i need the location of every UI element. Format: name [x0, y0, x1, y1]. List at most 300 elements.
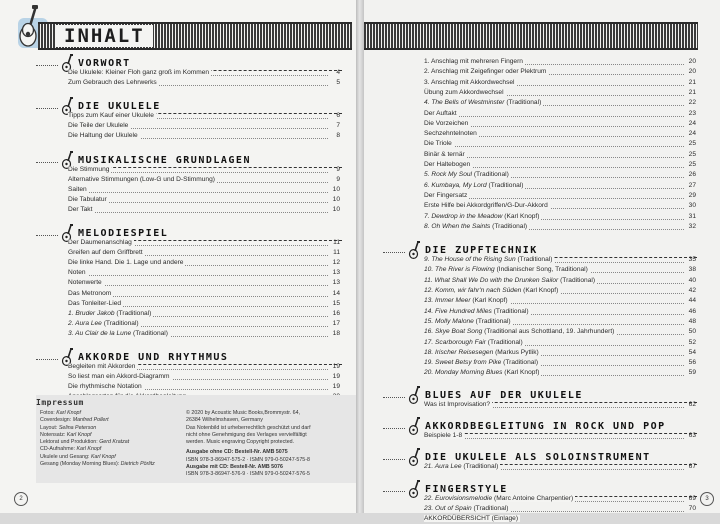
entry-text [68, 206, 94, 213]
entry-text [424, 120, 470, 127]
entry-title-text: 3. Au Clair de la Lune [68, 329, 132, 337]
entry-title [424, 201, 552, 211]
entry-page-number: 20 [688, 68, 696, 76]
entry-title [68, 131, 142, 141]
entry-text [424, 318, 513, 325]
entry-text [424, 110, 459, 117]
entry-page-number: 67 [688, 463, 696, 471]
entry-title [68, 329, 172, 339]
entry-title [68, 299, 125, 309]
entry-title-text: 1. Bruder Jakob [68, 309, 115, 317]
toc-entry[interactable] [68, 278, 340, 288]
toc-entry[interactable] [68, 319, 340, 329]
entry-title-text: 7. Dewdrop in the Meadow [424, 212, 503, 220]
toc-entry[interactable] [424, 109, 696, 119]
entry-title [424, 276, 599, 286]
entry-title-text: Saiten [68, 185, 87, 193]
entry-text [424, 515, 520, 522]
entry-credit: (Traditional) [504, 99, 542, 107]
entry-title [424, 317, 515, 327]
impressum-credit-line [40, 425, 180, 432]
impressum-copyright-line: Ausgabe ohne CD: Bestell-Nr. AMB 5075 [186, 449, 288, 456]
entry-title-text: 4. The Bells of Westminster [424, 99, 505, 107]
entry-page-number: 30 [688, 202, 696, 210]
ukulele-icon [407, 480, 423, 498]
entry-text [68, 373, 172, 380]
entry-page-number: 9 [336, 165, 340, 173]
heading-dots [383, 428, 405, 429]
heading-dots [36, 359, 58, 360]
entry-title [68, 205, 96, 215]
entry-text [424, 99, 543, 106]
entry-title [424, 212, 543, 222]
toc-entry[interactable] [424, 368, 696, 378]
entry-page-number: 35 [688, 256, 696, 264]
section-title: BLUES AUF DER UKULELE [425, 389, 583, 401]
toc-entry[interactable] [424, 327, 696, 337]
entry-title-text: AKKORDÜBERSICHT (Einlage) [424, 515, 519, 523]
leader-dots [424, 146, 684, 147]
entry-page-number: 48 [688, 317, 696, 325]
heading-dots [36, 235, 58, 236]
entry-page-number: 27 [688, 181, 696, 189]
credit-label: Ukulele und Gesang: [40, 453, 91, 460]
toc-entry[interactable] [68, 121, 340, 131]
entry-credit: (Karl Knopf) [502, 212, 540, 220]
entry-title [424, 88, 508, 98]
section-title: FINGERSTYLE [425, 483, 508, 495]
entry-title-text: Greifen auf dem Griffbrett [68, 249, 143, 257]
entry-text [424, 401, 492, 408]
entry-title [68, 165, 113, 175]
toc-entry[interactable] [68, 185, 340, 195]
impressum-copyright-line: ISBN 978-3-86947-576-9 · ISMN 979-0-50247-576-5 [186, 471, 310, 478]
entry-title-text: 15. Molly Malone [424, 317, 474, 325]
entry-title-text: 16. Skye Boat Song [424, 328, 483, 336]
entry-title-text: Die Tabulatur [68, 195, 107, 203]
toc-entry[interactable] [424, 296, 696, 306]
impressum-credit-line [40, 446, 180, 453]
toc-entry[interactable] [68, 362, 340, 372]
entry-credit: (Traditional) [501, 359, 539, 367]
toc-entry[interactable] [424, 129, 696, 139]
entry-credit: (Traditional) [491, 307, 529, 315]
toc-entry[interactable] [68, 382, 340, 392]
entry-page-number: 31 [688, 212, 696, 220]
title-banner [38, 22, 352, 50]
entry-page-number: 6 [336, 112, 340, 120]
toc-entry[interactable] [424, 265, 696, 275]
toc-entry[interactable] [424, 462, 696, 472]
entry-title [424, 307, 533, 317]
page-title: INHALT [56, 25, 153, 47]
leader-dots [68, 212, 328, 213]
entry-text [424, 161, 472, 168]
entry-page-number: 10 [332, 205, 340, 213]
entry-title [68, 382, 146, 392]
entry-text [424, 308, 531, 315]
toc-entry[interactable] [68, 131, 340, 141]
page-number-left: 2 [14, 492, 28, 506]
section-title: MELODIESPIEL [78, 228, 169, 239]
toc-entry[interactable] [68, 258, 340, 268]
toc-entry[interactable] [68, 299, 340, 309]
entry-page-number: 25 [688, 140, 696, 148]
entry-page-number: 16 [332, 309, 340, 317]
entry-title [424, 348, 543, 358]
entry-page-number: 54 [688, 348, 696, 356]
entry-text [68, 122, 130, 129]
impressum-copyright-line: 26384 Wilhelmshaven, Germany [186, 417, 263, 424]
entry-text [68, 166, 111, 173]
toc-entry[interactable] [424, 160, 696, 170]
toc-entry[interactable] [424, 98, 696, 108]
impressum-copyright-line: © 2020 by Acoustic Music Books,Brommystr. 64, [186, 410, 301, 416]
entry-text [424, 182, 525, 189]
toc-entry[interactable] [424, 57, 696, 67]
entry-title-text: 3. Anschlag mit Akkordwechsel [424, 78, 515, 86]
entry-title [424, 67, 550, 77]
entry-title-text: Alternative Stimmungen (Low-G und D-Stimmung) [68, 175, 215, 183]
entry-page-number: 38 [688, 266, 696, 274]
entry-title-text: Erste Hilfe bei Akkordgriffen/G-Dur-Akkord [424, 202, 548, 210]
entry-title-text: 9. The House of the Rising Sun [424, 256, 516, 264]
toc-entry[interactable] [424, 400, 696, 410]
entry-title [68, 121, 132, 131]
entry-page-number: 46 [688, 307, 696, 315]
section-title: DIE UKULELE [78, 101, 161, 113]
entry-text [424, 140, 454, 147]
credit-label: Gesang (Monday Morning Blues): [40, 461, 121, 468]
entry-title [68, 319, 143, 329]
entry-page-number: 52 [688, 338, 696, 346]
entry-credit: (Traditional) [101, 319, 139, 327]
heading-dots [383, 252, 405, 253]
entry-text [424, 171, 511, 178]
entry-page-number: 10 [332, 195, 340, 203]
toc-entry[interactable] [424, 504, 696, 514]
page-number-right: 3 [700, 492, 714, 506]
entry-title [424, 286, 562, 296]
entry-credit: (Markus Pytlik) [493, 348, 539, 356]
entry-title [68, 185, 91, 195]
entry-credit: (Traditional) [486, 181, 524, 189]
entry-title [424, 119, 472, 129]
toc-entry[interactable] [68, 68, 340, 78]
entry-title-text: Noten [68, 269, 86, 277]
entry-text [424, 213, 541, 220]
entry-credit: (Karl Knopf) [521, 287, 559, 294]
impressum-copyright-line: Ausgabe mit CD: Bestell-Nr. AMB 5076 [186, 464, 283, 471]
entry-credit: (Traditional) [471, 504, 509, 512]
entry-text [424, 266, 590, 273]
entry-title-text: 11. What Shall We Do with the Drunken Sailor [424, 276, 559, 284]
entry-title-text: 14. Five Hundred Miles [424, 307, 492, 315]
entry-page-number: 25 [688, 161, 696, 168]
entry-title [68, 195, 111, 205]
entry-title [424, 255, 556, 265]
toc-entry[interactable] [424, 67, 696, 77]
toc-entry[interactable] [424, 150, 696, 160]
entry-page-number: 21 [688, 78, 696, 86]
ukulele-icon [407, 241, 423, 259]
ukulele-icon [407, 448, 423, 466]
section-title: DIE UKULELE ALS SOLOINSTRUMENT [425, 452, 651, 464]
entry-title-text: Tipps zum Kauf einer Ukulele [68, 112, 154, 120]
toc-entry[interactable] [424, 212, 696, 222]
entry-text [424, 297, 510, 304]
entry-title [424, 191, 471, 201]
entry-page-number: 13 [332, 279, 340, 287]
entry-text [424, 328, 616, 335]
entry-page-number: 17 [332, 319, 340, 327]
toc-entry[interactable] [68, 372, 340, 382]
entry-title-text: 21. Aura Lee [424, 463, 462, 471]
entry-title [68, 78, 161, 88]
toc-entry[interactable] [424, 139, 696, 149]
impressum-copyright-line: werden. Music engraving Copyright protected. [186, 439, 295, 446]
entry-title-text: Der Haltebogen [424, 161, 471, 168]
entry-title [424, 431, 466, 441]
entry-text [68, 79, 159, 86]
entry-title-text: Der Auftakt [424, 109, 457, 117]
entry-title [424, 98, 545, 108]
toc-entry[interactable] [424, 358, 696, 368]
entry-title-text: Der Takt [68, 205, 93, 213]
toc-entry[interactable] [424, 317, 696, 327]
entry-title-text: Die linke Hand. Die 1. Lage und andere [68, 259, 184, 267]
toc-entry[interactable] [424, 338, 696, 348]
credit-label: CD-Aufnahme: [40, 446, 77, 453]
entry-title-text: Notenwerte [68, 279, 102, 287]
heading-dots [383, 459, 405, 460]
credit-name: Dietrich Pörlitz [120, 461, 155, 468]
entry-title-text: Das Metronom [68, 289, 112, 297]
entry-title-text: Beispiele 1-8 [424, 432, 463, 439]
entry-text [424, 151, 467, 158]
entry-text [68, 239, 134, 246]
section-title: DIE ZUPFTECHNIK [425, 245, 538, 257]
toc-entry[interactable] [68, 205, 340, 215]
credit-label: Coverdesign: [40, 417, 73, 424]
toc-entry[interactable] [68, 238, 340, 248]
entry-title-text: 12. Komm, wir fahr'n nach Süden [424, 287, 522, 294]
entry-page-number: 23 [688, 109, 696, 117]
entry-page-number: 70 [688, 504, 696, 512]
credit-name: Gerd Kratzat [99, 439, 130, 446]
impressum-credits [40, 410, 180, 468]
leader-dots [68, 192, 328, 193]
entry-text [68, 363, 137, 370]
entry-text [68, 330, 170, 337]
toc-entry[interactable] [424, 514, 696, 524]
entry-title [424, 368, 543, 378]
entry-text [424, 495, 575, 502]
entry-title-text: 5. Rock My Soul [424, 171, 473, 179]
entry-page-number: 14 [332, 289, 340, 297]
toc-entry[interactable] [424, 78, 696, 88]
toc-entry[interactable] [68, 248, 340, 258]
toc-entry[interactable] [68, 289, 340, 299]
impressum-credit-line [40, 439, 180, 446]
entry-text [68, 196, 109, 203]
entry-title [424, 57, 527, 67]
entry-text [424, 202, 550, 209]
entry-title-text: Begleiten mit Akkorden [68, 363, 136, 370]
impressum-copyright-line: nicht ohne Genehmigung des Verlages vervielfältigt [186, 431, 307, 438]
toc-entry[interactable] [424, 119, 696, 129]
toc-entry[interactable] [424, 191, 696, 201]
entry-credit: (Traditional) [558, 276, 596, 284]
entry-text [424, 505, 510, 512]
entry-title [68, 258, 187, 268]
entry-title-text: 23. Out of Spain [424, 504, 472, 512]
entry-text [424, 359, 540, 366]
toc-entry[interactable] [68, 78, 340, 88]
entry-title-text: 19. Sweet Betsy from Pike [424, 359, 502, 367]
entry-title-text: 18. Irischer Reisesegen [424, 348, 494, 356]
entry-title [68, 278, 106, 288]
heading-dots [36, 162, 58, 163]
entry-credit: (Traditional) [461, 463, 499, 471]
entry-text [68, 320, 141, 327]
toc-entry[interactable] [68, 268, 340, 278]
credit-label: Notensatz: [40, 431, 67, 438]
toc-entry[interactable] [424, 286, 696, 296]
book-gutter [356, 0, 364, 513]
toc-entry[interactable] [68, 175, 340, 185]
section-title: VORWORT [78, 58, 131, 69]
toc-entry[interactable] [424, 431, 696, 441]
toc-entry[interactable] [424, 307, 696, 317]
toc-entry[interactable] [424, 170, 696, 180]
entry-page-number: 21 [688, 88, 696, 96]
toc-entry[interactable] [68, 195, 340, 205]
entry-page-number: 12 [332, 259, 340, 267]
entry-title-text: 20. Monday Morning Blues [424, 369, 503, 377]
entry-page-number: 42 [688, 287, 696, 294]
entry-text [68, 290, 113, 297]
entry-title-text: Binär & ternär [424, 150, 465, 158]
entry-title [68, 362, 139, 372]
credit-label: Lektorat und Produktion: [40, 439, 100, 446]
entry-text [424, 79, 517, 86]
entry-title [424, 494, 577, 504]
toc-entry[interactable] [424, 348, 696, 358]
entry-title [68, 289, 115, 299]
toc-entry[interactable] [424, 255, 696, 265]
entry-text [424, 130, 479, 137]
entry-title-text: Die Ukulele: Kleiner Floh ganz groß im Kommen [68, 69, 210, 76]
impressum-copyright-line: ISBN 978-3-86947-575-2 · ISMN 979-0-50247-575-8 [186, 456, 310, 463]
entry-credit: (Karl Knopf) [502, 369, 540, 377]
leader-dots [68, 285, 328, 286]
entry-title-text: 6. Kumbaya, My Lord [424, 181, 487, 189]
entry-title [68, 309, 155, 319]
toc-entry[interactable] [424, 201, 696, 211]
entry-text [68, 112, 156, 119]
entry-page-number: 18 [332, 329, 340, 337]
entry-title-text: 22. Eurovisionsmelodie [424, 494, 493, 502]
entry-page-number: 25 [688, 150, 696, 158]
entry-page-number: 56 [688, 359, 696, 367]
heading-dots [383, 491, 405, 492]
entry-text [424, 256, 554, 263]
entry-title-text: Sechzehntelnoten [424, 130, 477, 138]
entry-credit: (Karl Knopf) [470, 297, 508, 305]
entry-page-number: 4 [336, 69, 340, 76]
entry-credit: (Traditional) [515, 256, 553, 264]
entry-page-number: 29 [688, 191, 696, 199]
entry-title-text: Der Fingersatz [424, 191, 468, 199]
credit-name: Manfred Pollert [72, 417, 109, 424]
entry-title [424, 78, 519, 88]
entry-title [424, 109, 461, 119]
leader-dots [424, 116, 684, 117]
entry-text [424, 369, 541, 376]
entry-page-number: 15 [332, 299, 340, 307]
entry-page-number: 11 [333, 239, 340, 246]
credit-label: Fotos: [40, 410, 57, 416]
entry-title-text: Die Haltung der Ukulele [68, 132, 138, 140]
leader-dots [68, 275, 328, 276]
toc-entry[interactable] [424, 88, 696, 98]
entry-page-number: 10 [332, 185, 340, 193]
entry-text [68, 176, 217, 183]
entry-page-number: 8 [336, 132, 340, 140]
toc-entry[interactable] [424, 276, 696, 286]
entry-title-text: Zum Gebrauch des Lehrwerks [68, 79, 157, 87]
entry-title [424, 327, 618, 337]
entry-title-text: Was ist Improvisation? [424, 400, 491, 408]
entry-text [68, 383, 144, 390]
entry-title-text: 10. The River is Flowing [424, 266, 495, 274]
entry-title-text: Die rhythmische Notation [68, 383, 142, 391]
toc-entry[interactable] [424, 222, 696, 232]
entry-title-text: Der Daumenanschlag [68, 239, 132, 246]
entry-title-text: Übung zum Akkordwechsel [424, 88, 504, 96]
entry-text [424, 89, 506, 96]
toc-entry[interactable] [68, 329, 340, 339]
entry-title [424, 150, 469, 160]
entry-page-number: 24 [688, 119, 696, 127]
toc-entry[interactable] [68, 111, 340, 121]
entry-page-number: 50 [688, 328, 696, 336]
entry-text [424, 277, 597, 284]
entry-title-text: 8. Oh When the Saints [424, 222, 491, 230]
entry-page-number: 19 [332, 383, 340, 391]
entry-credit: (Traditional) [473, 317, 511, 325]
impressum-copyright [186, 410, 356, 479]
toc-entry[interactable] [424, 494, 696, 504]
entry-text [424, 432, 464, 439]
toc-entry[interactable] [68, 165, 340, 175]
ukulele-icon [407, 417, 423, 435]
entry-page-number: 26 [688, 171, 696, 179]
entry-page-number: 5 [336, 79, 340, 87]
entry-title [424, 514, 522, 524]
entry-title-text: 1. Anschlag mit mehreren Fingern [424, 58, 523, 65]
entry-text [68, 249, 145, 256]
entry-text [424, 287, 560, 294]
entry-page-number: 19 [332, 363, 340, 370]
entry-title-text: 13. Immer Meer [424, 297, 471, 305]
toc-entry[interactable] [68, 309, 340, 319]
entry-text [68, 259, 185, 266]
entry-title [68, 268, 90, 278]
toc-entry[interactable] [424, 181, 696, 191]
entry-text [68, 69, 211, 76]
